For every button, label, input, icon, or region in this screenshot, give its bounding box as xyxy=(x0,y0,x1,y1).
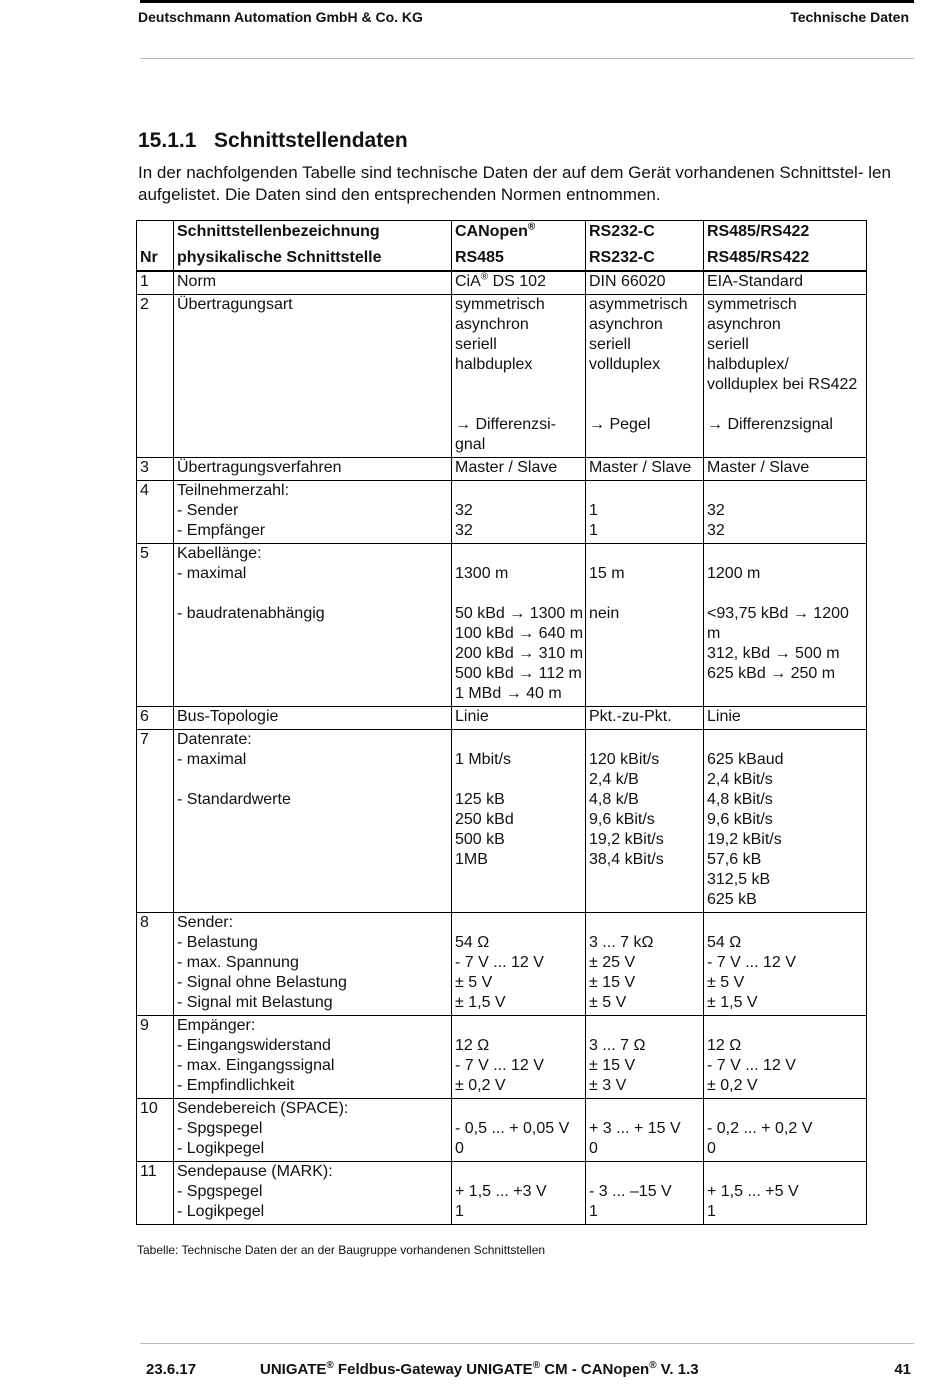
row-number: 1 xyxy=(137,271,174,295)
row-label: Norm xyxy=(174,271,452,295)
table-row xyxy=(137,544,867,707)
table-cell: 3 ... 7 Ω ± 15 V ± 3 V xyxy=(586,1016,704,1099)
header-rule-top xyxy=(140,0,914,3)
row-number: 3 xyxy=(137,458,174,481)
row-number: 4 xyxy=(137,481,174,544)
row-number: 7 xyxy=(137,730,174,913)
footer-divider xyxy=(140,1343,914,1344)
table-cell: DIN 66020 xyxy=(586,271,704,295)
table-cell: 32 32 xyxy=(452,481,586,544)
header-physical-interface: physikalische Schnittstelle xyxy=(174,244,452,271)
table-cell: 120 kBit/s 2,4 k/B 4,8 k/B 9,6 kBit/s 19,2 kBit/s 38,4 kBit/s xyxy=(586,730,704,913)
row-number: 9 xyxy=(137,1016,174,1099)
table-cell xyxy=(137,221,174,245)
table-cell: + 1,5 ... +5 V 1 xyxy=(704,1162,867,1225)
interface-data-table xyxy=(136,220,867,1225)
section-number: 15.1.1 xyxy=(138,129,197,152)
row-label: Übertragungsart xyxy=(174,295,452,458)
table-cell: + 1,5 ... +3 V 1 xyxy=(452,1162,586,1225)
table-cell: Linie xyxy=(452,707,586,730)
table-cell: Master / Slave xyxy=(704,458,867,481)
row-number: 10 xyxy=(137,1099,174,1162)
header-divider xyxy=(140,58,914,59)
row-label: Sendebereich (SPACE): - Spgspegel - Logikpegel xyxy=(174,1099,452,1162)
table-cell: EIA-Standard xyxy=(704,271,867,295)
section-heading xyxy=(138,129,408,153)
table-row xyxy=(137,1016,867,1099)
table-caption: Tabelle: Technische Daten der an der Baugruppe vorhandenen Schnittstellen xyxy=(137,1243,546,1257)
row-number: 5 xyxy=(137,544,174,707)
table-cell: Linie xyxy=(704,707,867,730)
section-intro: In der nachfolgenden Tabelle sind technische Daten der auf dem Gerät vorhandenen Schnittstel- len aufgelistet. Die Daten sind den entsprechenden Normen entnommen. xyxy=(138,163,891,204)
footer-date: 23.6.17 xyxy=(146,1361,197,1378)
header-section: Technische Daten xyxy=(790,9,909,25)
row-number: 6 xyxy=(137,707,174,730)
table-cell: symmetrisch asynchron seriell halbduplex → Differenzsi- gnal xyxy=(452,295,586,458)
table-cell: Master / Slave xyxy=(586,458,704,481)
row-label: Bus-Topologie xyxy=(174,707,452,730)
header-canopen: CANopen® xyxy=(452,221,586,245)
table-cell: 3 ... 7 kΩ ± 25 V ± 15 V ± 5 V xyxy=(586,913,704,1016)
table-cell: 1200 m <93,75 kBd → 1200 m 312, kBd → 500 m 625 kBd → 250 m xyxy=(704,544,867,707)
row-label: Kabellänge: - maximal - baudratenabhängig xyxy=(174,544,452,707)
table-row xyxy=(137,1162,867,1225)
header-phys-c4: RS232-C xyxy=(586,244,704,271)
table-row xyxy=(137,1099,867,1162)
table-cell: asymmetrisch asynchron seriell vollduplex → Pegel xyxy=(586,295,704,458)
table-cell: 12 Ω - 7 V ... 12 V ± 0,2 V xyxy=(452,1016,586,1099)
footer-title: UNIGATE® Feldbus-Gateway UNIGATE® CM - CANopen® V. 1.3 xyxy=(260,1360,699,1378)
header-rs232: RS232-C xyxy=(586,221,704,245)
header-phys-c3: RS485 xyxy=(452,244,586,271)
table-cell: + 3 ... + 15 V 0 xyxy=(586,1099,704,1162)
row-label: Empänger: - Eingangswiderstand - max. Eingangssignal - Empfindlichkeit xyxy=(174,1016,452,1099)
row-number: 2 xyxy=(137,295,174,458)
table-cell: 15 m nein xyxy=(586,544,704,707)
header-nr: Nr xyxy=(137,244,174,271)
table-row xyxy=(137,271,867,295)
table-cell: - 0,5 ... + 0,05 V 0 xyxy=(452,1099,586,1162)
table-row xyxy=(137,707,867,730)
table-cell: 12 Ω - 7 V ... 12 V ± 0,2 V xyxy=(704,1016,867,1099)
table-header-row-2 xyxy=(137,244,867,271)
table-row xyxy=(137,295,867,458)
table-cell: Pkt.-zu-Pkt. xyxy=(586,707,704,730)
header-phys-c5: RS485/RS422 xyxy=(704,244,867,271)
section-title: Schnittstellendaten xyxy=(214,129,408,152)
row-number: 8 xyxy=(137,913,174,1016)
row-label: Sender: - Belastung - max. Spannung - Signal ohne Belastung - Signal mit Belastung xyxy=(174,913,452,1016)
table-cell: - 0,2 ... + 0,2 V 0 xyxy=(704,1099,867,1162)
table-cell: 32 32 xyxy=(704,481,867,544)
table-cell: Master / Slave xyxy=(452,458,586,481)
table-row xyxy=(137,913,867,1016)
table-row xyxy=(137,481,867,544)
table-cell: - 3 ... –15 V 1 xyxy=(586,1162,704,1225)
table-cell: CiA® DS 102 xyxy=(452,271,586,295)
header-rs485: RS485/RS422 xyxy=(704,221,867,245)
table-cell: 1 1 xyxy=(586,481,704,544)
table-cell: 54 Ω - 7 V ... 12 V ± 5 V ± 1,5 V xyxy=(704,913,867,1016)
table-row xyxy=(137,730,867,913)
row-label: Übertragungsverfahren xyxy=(174,458,452,481)
row-label: Teilnehmerzahl: - Sender - Empfänger xyxy=(174,481,452,544)
row-label: Sendepause (MARK): - Spgspegel - Logikpegel xyxy=(174,1162,452,1225)
table-cell: symmetrisch asynchron seriell halbduplex/ vollduplex bei RS422 → Differenzsignal xyxy=(704,295,867,458)
header-interface-name: Schnittstellenbezeichnung xyxy=(174,221,452,245)
table-cell: 1300 m 50 kBd → 1300 m 100 kBd → 640 m 200 kBd → 310 m 500 kBd → 112 m 1 MBd → 40 m xyxy=(452,544,586,707)
table-cell: 1 Mbit/s 125 kB 250 kBd 500 kB 1MB xyxy=(452,730,586,913)
table-header-row-1 xyxy=(137,221,867,245)
header-company: Deutschmann Automation GmbH & Co. KG xyxy=(138,9,423,25)
table-cell: 625 kBaud 2,4 kBit/s 4,8 kBit/s 9,6 kBit/s 19,2 kBit/s 57,6 kB 312,5 kB 625 kB xyxy=(704,730,867,913)
row-number: 11 xyxy=(137,1162,174,1225)
row-label: Datenrate: - maximal - Standardwerte xyxy=(174,730,452,913)
page-number: 41 xyxy=(894,1361,911,1378)
table-cell: 54 Ω - 7 V ... 12 V ± 5 V ± 1,5 V xyxy=(452,913,586,1016)
table-row xyxy=(137,458,867,481)
